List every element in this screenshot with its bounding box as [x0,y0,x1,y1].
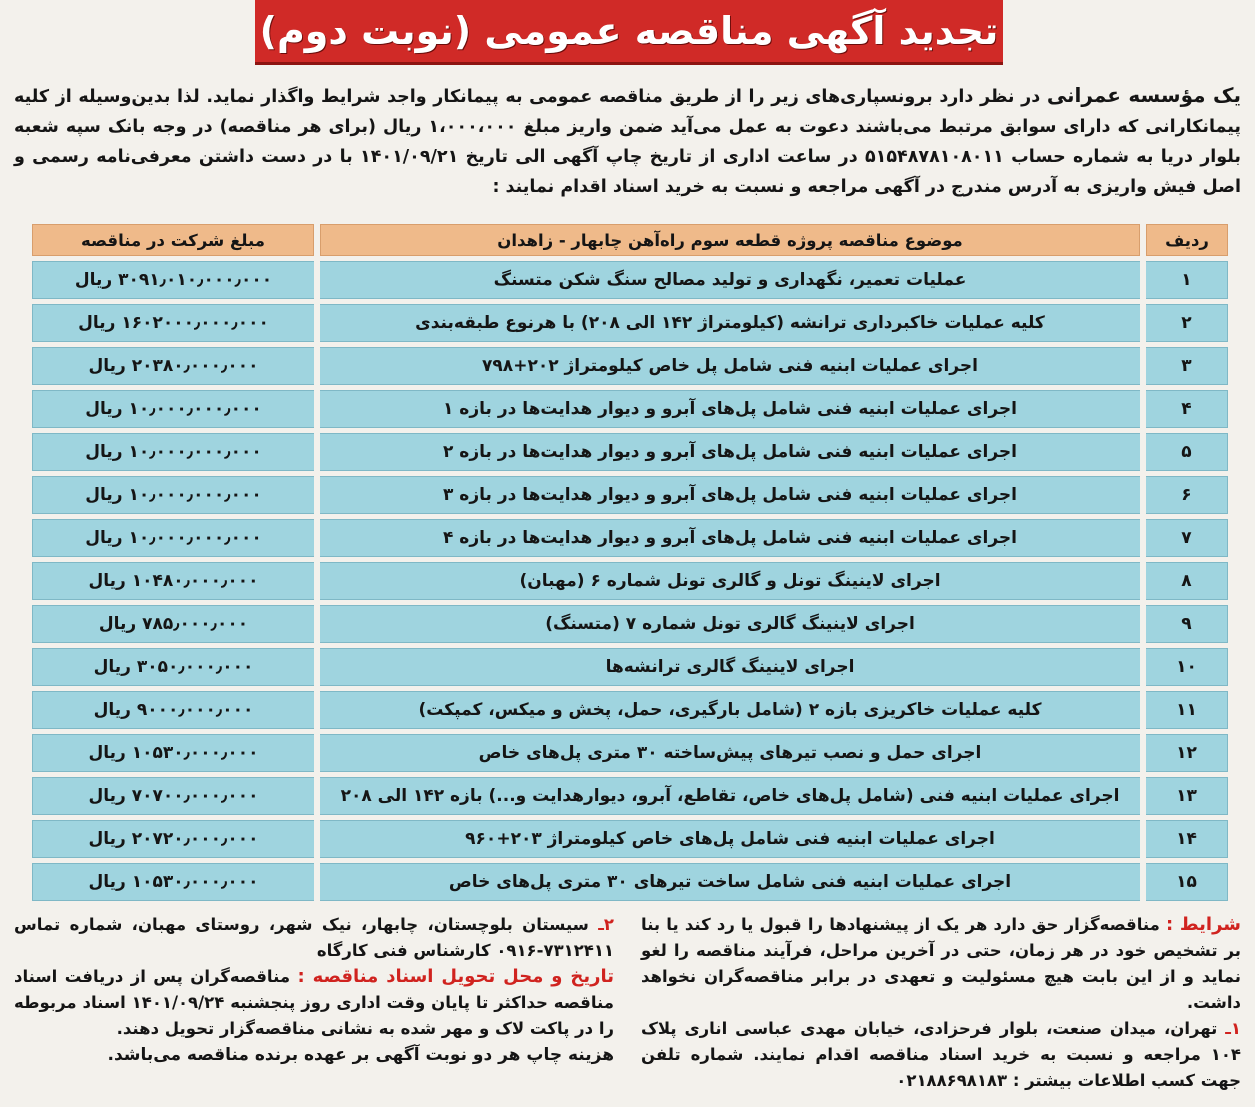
conditions-section [14,912,1241,1100]
row-spacer [1140,476,1146,514]
delivery-label: تاریخ و محل تحویل اسناد مناقصه : [297,966,615,987]
row-spacer [1140,562,1146,600]
row-spacer [1140,519,1146,557]
conditions-paragraph [641,912,1241,1016]
row-subject-cell: اجرای عملیات ابنیه فنی شامل پل‌های آبرو و دیوار هدایت‌ها در بازه ۱ [320,390,1140,428]
row-amount-cell: ۷۸۵٫۰۰۰٫۰۰۰ ریال [32,605,314,643]
row-number-cell: ۱۳ [1146,777,1228,815]
row-number-cell: ۱۱ [1146,691,1228,729]
row-spacer [314,476,320,514]
header-spacer [314,224,320,256]
condition-item-2-text: سیستان بلوچستان، چابهار، نیک شهر، روستای مهبان، شماره تماس ۷۳۱۲۴۱۱-۰۹۱۶ کارشناس فنی کارگاه [14,915,614,960]
row-subject-cell: اجرای عملیات ابنیه فنی شامل ساخت تیرهای ۳۰ متری پل‌های خاص [320,863,1140,901]
table-row [32,648,1228,686]
header-row-number: ردیف [1146,224,1228,256]
table-row [32,304,1228,342]
row-amount-cell: ۲۰۷۲۰٫۰۰۰٫۰۰۰ ریال [32,820,314,858]
conditions-label: شرایط : [1166,914,1241,935]
table-row [32,605,1228,643]
conditions-left-column [14,912,614,1068]
row-spacer [1140,734,1146,772]
row-subject-cell: اجرای عملیات ابنیه فنی شامل پل خاص کیلومتراژ ۲۰۲+۷۹۸ [320,347,1140,385]
row-subject-cell: اجرای عملیات ابنیه فنی (شامل پل‌های خاص، تقاطع، آبرو، دیوارهدایت و...) بازه ۱۴۲ الی ۲۰۸ [320,777,1140,815]
row-spacer [1140,777,1146,815]
delivery-text: مناقصه‌گران پس از دریافت اسناد مناقصه حداکثر تا پایان وقت اداری روز پنجشنبه ۱۴۰۱/۰۹/۲۴ اسناد مربوطه را در پاکت لاک و مهر شده به نشانی مناقصه‌گزار تحویل دهند. [14,967,614,1038]
row-amount-cell: ۱۰٫۰۰۰٫۰۰۰٫۰۰۰ ریال [32,519,314,557]
row-number-cell: ۵ [1146,433,1228,471]
table-row [32,476,1228,514]
row-spacer [1140,390,1146,428]
row-spacer [314,433,320,471]
row-number-cell: ۱۰ [1146,648,1228,686]
row-subject-cell: اجرای عملیات ابنیه فنی شامل پل‌های آبرو و دیوار هدایت‌ها در بازه ۳ [320,476,1140,514]
row-number-cell: ۲ [1146,304,1228,342]
table-row [32,820,1228,858]
header-amount: مبلغ شرکت در مناقصه [32,224,314,256]
row-number-cell: ۷ [1146,519,1228,557]
row-subject-cell: کلیه عملیات خاکبرداری ترانشه (کیلومتراژ ۱۴۲ الی ۲۰۸) با هرنوع طبقه‌بندی [320,304,1140,342]
row-number-cell: ۳ [1146,347,1228,385]
condition-item-1 [641,1016,1241,1094]
row-spacer [314,261,320,299]
table-row [32,863,1228,901]
row-spacer [314,648,320,686]
row-amount-cell: ۱۰۴۸۰٫۰۰۰٫۰۰۰ ریال [32,562,314,600]
table-row [32,734,1228,772]
row-spacer [314,863,320,901]
row-spacer [1140,304,1146,342]
row-subject-cell: اجرای لاینینگ گالری تونل شماره ۷ (متسنگ) [320,605,1140,643]
page-title: تجدید آگهی مناقصه عمومی (نوبت دوم) [259,9,999,53]
row-amount-cell: ۱۰٫۰۰۰٫۰۰۰٫۰۰۰ ریال [32,390,314,428]
row-spacer [1140,605,1146,643]
row-number-cell: ۸ [1146,562,1228,600]
conditions-text: مناقصه‌گزار حق دارد هر یک از پیشنهادها را قبول یا رد کند یا بنا بر تشخیص خود در هر زمان، حتی در آخرین مراحل، فرآیند مناقصه را لغو نماید و از این بابت هیچ مسئولیت و تعهدی در برابر مناقصه‌گران نخواهد داشت. [641,915,1241,1012]
row-spacer [1140,347,1146,385]
table-row [32,777,1228,815]
organization-name: یک مؤسسه عمرانی [1046,83,1241,107]
row-spacer [314,605,320,643]
condition-item-2-number: ۲ـ [598,915,614,934]
row-amount-cell: ۱۰۵۳۰٫۰۰۰٫۰۰۰ ریال [32,734,314,772]
final-note: هزینه چاپ هر دو نوبت آگهی بر عهده برنده مناقصه می‌باشد. [107,1045,614,1065]
header-subject: موضوع مناقصه پروژه قطعه سوم راه‌آهن چابهار - زاهدان [320,224,1140,256]
header-spacer [1140,224,1146,256]
row-spacer [1140,648,1146,686]
row-spacer [314,304,320,342]
condition-item-2 [14,912,614,964]
condition-item-1-text: تهران، میدان صنعت، بلوار فرحزادی، خیابان مهدی عباسی اناری پلاک ۱۰۴ مراجعه و نسبت به خرید اسناد مناقصه اقدام نمایند. شماره تلفن جهت کسب اطلاعات بیشتر : ۰۲۱۸۸۶۹۸۱۸۳ [641,1019,1241,1090]
row-number-cell: ۱۵ [1146,863,1228,901]
row-subject-cell: اجرای لاینینگ گالری ترانشه‌ها [320,648,1140,686]
delivery-paragraph [14,964,614,1042]
row-spacer [314,347,320,385]
row-spacer [314,390,320,428]
row-amount-cell: ۳۰۹۱٫۰۱۰٫۰۰۰٫۰۰۰ ریال [32,261,314,299]
condition-item-1-number: ۱ـ [1225,1019,1241,1038]
table-header-row [32,224,1228,256]
table-row [32,562,1228,600]
row-amount-cell: ۱۰۵۳۰٫۰۰۰٫۰۰۰ ریال [32,863,314,901]
title-banner [255,0,1003,65]
table-row [32,433,1228,471]
row-amount-cell: ۷۰۷۰۰٫۰۰۰٫۰۰۰ ریال [32,777,314,815]
row-subject-cell: اجرای عملیات ابنیه فنی شامل پل‌های آبرو و دیوار هدایت‌ها در بازه ۲ [320,433,1140,471]
row-amount-cell: ۱۰٫۰۰۰٫۰۰۰٫۰۰۰ ریال [32,476,314,514]
row-spacer [1140,691,1146,729]
row-spacer [1140,261,1146,299]
row-spacer [314,777,320,815]
table-row [32,519,1228,557]
row-spacer [314,820,320,858]
row-spacer [314,519,320,557]
intro-text: در نظر دارد برونسپاری‌های زیر را از طریق مناقصه عمومی به پیمانکار واجد شرایط واگذار نماید. لذا بدین‌وسیله از کلیه پیمانکارانی که دارای سوابق مرتبط می‌باشند دعوت به عمل می‌آید ضمن واریز مبلغ ۱،۰۰۰،۰۰۰ ریال (برای هر مناقصه) در وجه بانک سپه شعبه بلوار دریا به شماره حساب ۵۱۵۴۸۷۸۱۰۸۰۱۱ در ساعت اداری از تاریخ چاپ آگهی الی تاریخ ۱۴۰۱/۰۹/۲۱ با در دست داشتن معرفی‌نامه رسمی و اصل فیش واریزی به آدرس مندرج در آگهی مراجعه و نسبت به خرید اسناد اقدام نمایند : [14,87,1241,197]
row-subject-cell: اجرای عملیات ابنیه فنی شامل پل‌های آبرو و دیوار هدایت‌ها در بازه ۴ [320,519,1140,557]
intro-paragraph [14,80,1241,202]
row-amount-cell: ۹۰۰۰٫۰۰۰٫۰۰۰ ریال [32,691,314,729]
row-number-cell: ۹ [1146,605,1228,643]
row-subject-cell: اجرای حمل و نصب تیرهای پیش‌ساخته ۳۰ متری پل‌های خاص [320,734,1140,772]
row-amount-cell: ۳۰۵۰٫۰۰۰٫۰۰۰ ریال [32,648,314,686]
table-row [32,347,1228,385]
row-number-cell: ۴ [1146,390,1228,428]
row-number-cell: ۶ [1146,476,1228,514]
row-spacer [314,691,320,729]
conditions-right-column [641,912,1241,1094]
tender-table [32,219,1228,906]
row-number-cell: ۱۴ [1146,820,1228,858]
row-spacer [1140,820,1146,858]
table-row [32,691,1228,729]
row-spacer [1140,433,1146,471]
row-amount-cell: ۱۶۰۲۰۰۰٫۰۰۰٫۰۰۰ ریال [32,304,314,342]
row-spacer [314,734,320,772]
row-spacer [314,562,320,600]
row-number-cell: ۱ [1146,261,1228,299]
row-subject-cell: اجرای لاینینگ تونل و گالری تونل شماره ۶ (مهبان) [320,562,1140,600]
table-row [32,390,1228,428]
row-amount-cell: ۱۰٫۰۰۰٫۰۰۰٫۰۰۰ ریال [32,433,314,471]
row-subject-cell: کلیه عملیات خاکریزی بازه ۲ (شامل بارگیری، حمل، پخش و میکس، کمپکت) [320,691,1140,729]
row-subject-cell: عملیات تعمیر، نگهداری و تولید مصالح سنگ شکن متسنگ [320,261,1140,299]
row-number-cell: ۱۲ [1146,734,1228,772]
row-amount-cell: ۲۰۳۸۰٫۰۰۰٫۰۰۰ ریال [32,347,314,385]
table-row [32,261,1228,299]
row-spacer [1140,863,1146,901]
row-subject-cell: اجرای عملیات ابنیه فنی شامل پل‌های خاص کیلومتراژ ۲۰۳+۹۶۰ [320,820,1140,858]
